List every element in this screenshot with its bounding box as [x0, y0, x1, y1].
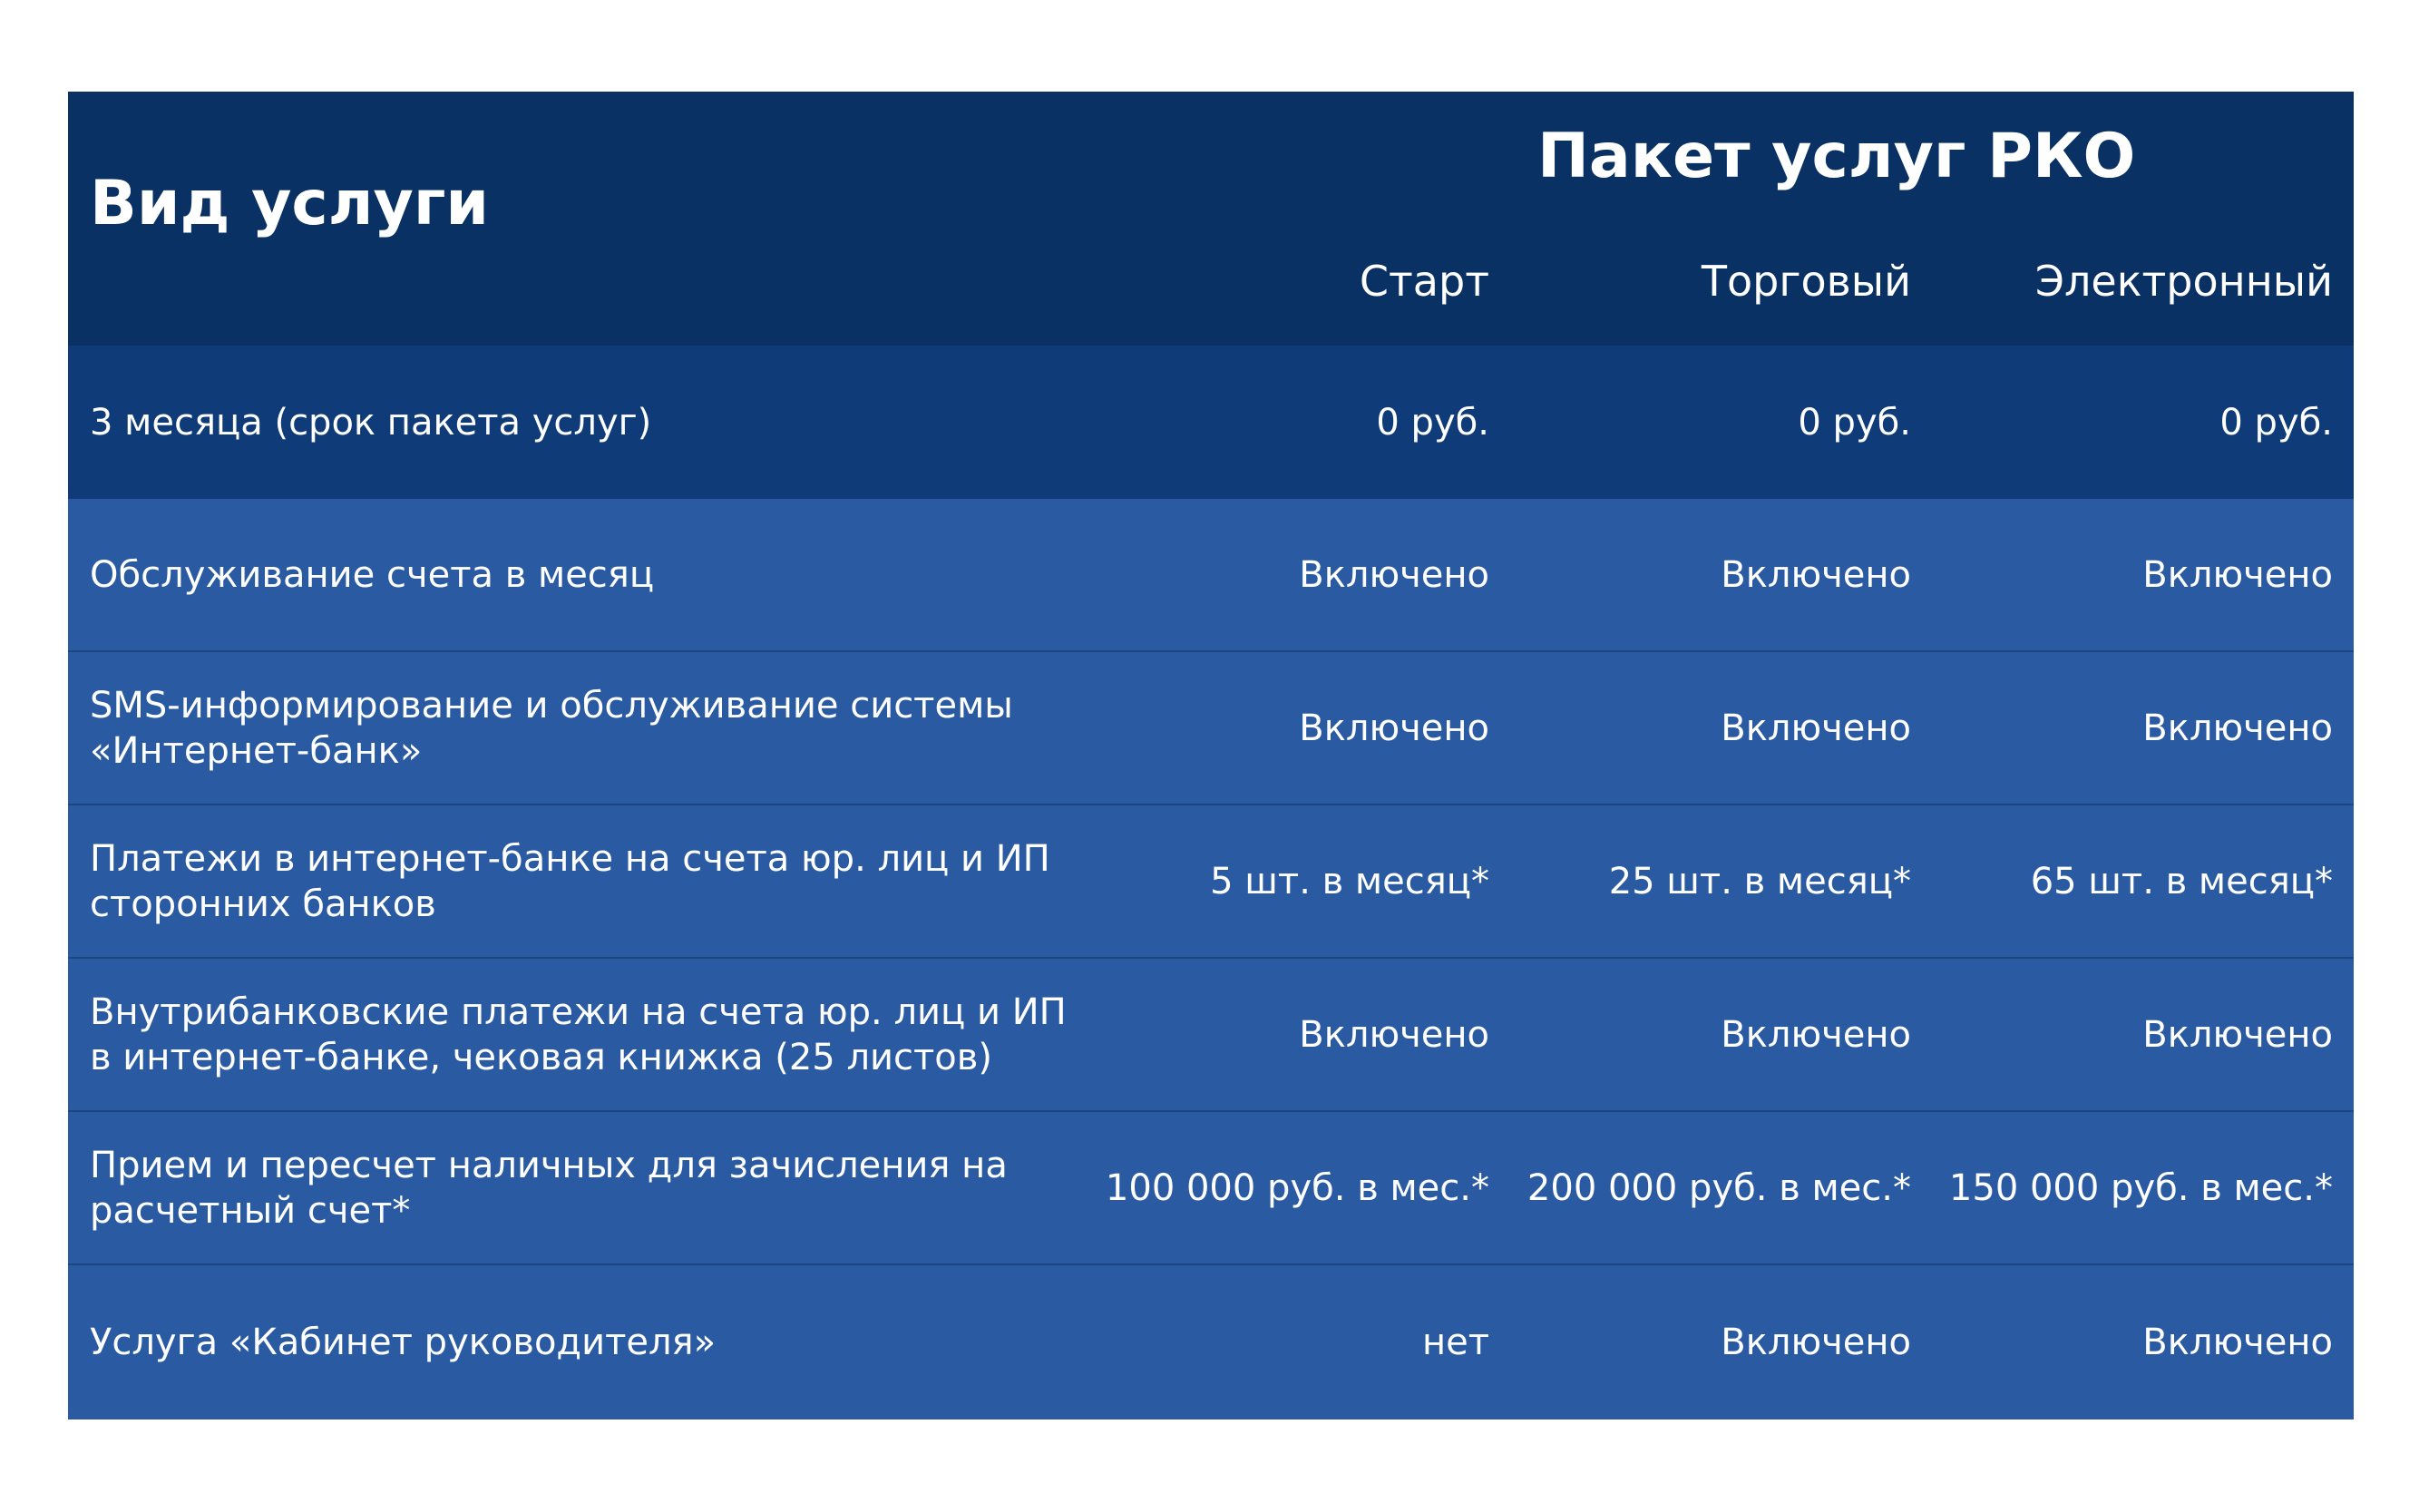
row-label	[90, 990, 1088, 1080]
cell-electronic: Включено	[2142, 707, 2333, 749]
row-label-line-2: сторонних банков	[90, 883, 436, 925]
cell-trade: 25 шт. в месяц*	[1608, 860, 1911, 902]
cell-trade: Включено	[1721, 1013, 1911, 1056]
cell-start: Включено	[1299, 1013, 1489, 1056]
row-label-line-2: расчетный счет*	[90, 1189, 411, 1232]
cell-electronic: Включено	[2142, 1013, 2333, 1056]
cell-start: Включено	[1299, 707, 1489, 749]
table-row	[68, 1265, 2354, 1419]
row-label-text: 3 месяца (срок пакета услуг)	[90, 401, 652, 444]
cell-trade: 200 000 руб. в мес.*	[1527, 1166, 1911, 1209]
table-row	[68, 499, 2354, 652]
row-label	[90, 552, 1088, 598]
cell-electronic: 65 шт. в месяц*	[2030, 860, 2333, 902]
cell-electronic: Включено	[2142, 1322, 2333, 1363]
column-header-electronic: Электронный	[2034, 257, 2333, 306]
cell-start: 0 руб.	[1376, 401, 1489, 444]
row-label	[90, 1143, 1088, 1234]
cell-trade: Включено	[1721, 553, 1911, 596]
row-label-line-2: «Интернет-банк»	[90, 729, 423, 772]
column-header-trade: Торговый	[1701, 257, 1911, 306]
cell-start: 5 шт. в месяц*	[1210, 860, 1489, 902]
cell-electronic: 150 000 руб. в мес.*	[1948, 1166, 2333, 1209]
table-row	[68, 1112, 2354, 1265]
rko-tariff-table	[68, 92, 2354, 1419]
row-label-line-1: Внутрибанковские платежи на счета юр. лиц и ИП	[90, 990, 1067, 1033]
cell-trade: Включено	[1721, 707, 1911, 749]
row-label-line-1: SMS-информирование и обслуживание системы	[90, 684, 1013, 727]
cell-start: Включено	[1299, 553, 1489, 596]
row-label	[90, 836, 1088, 927]
row-label	[90, 1320, 1088, 1365]
package-group-heading: Пакет услуг РКО	[1537, 121, 2136, 192]
row-label-text: Услуга «Кабинет руководителя»	[90, 1322, 717, 1363]
row-label	[90, 683, 1088, 774]
cell-electronic: Включено	[2142, 553, 2333, 596]
cell-trade: 0 руб.	[1798, 401, 1911, 444]
cell-start: нет	[1421, 1322, 1489, 1363]
row-label-line-1: Платежи в интернет-банке на счета юр. лиц и ИП	[90, 837, 1050, 880]
cell-start: 100 000 руб. в мес.*	[1105, 1166, 1489, 1209]
row-label-text: Обслуживание счета в месяц	[90, 553, 655, 596]
table-row	[68, 959, 2354, 1112]
row-label-line-1: Прием и пересчет наличных для зачисления на	[90, 1144, 1008, 1186]
table-header	[68, 92, 2354, 346]
row-label	[90, 400, 1088, 445]
cell-trade: Включено	[1721, 1322, 1911, 1363]
row-label-line-2: в интернет-банке, чековая книжка (25 листов)	[90, 1036, 992, 1078]
cell-electronic: 0 руб.	[2219, 401, 2333, 444]
table-row	[68, 652, 2354, 805]
column-header-start: Старт	[1359, 257, 1489, 306]
table-row	[68, 805, 2354, 959]
table-row	[68, 346, 2354, 499]
service-type-heading: Вид услуги	[90, 168, 490, 239]
